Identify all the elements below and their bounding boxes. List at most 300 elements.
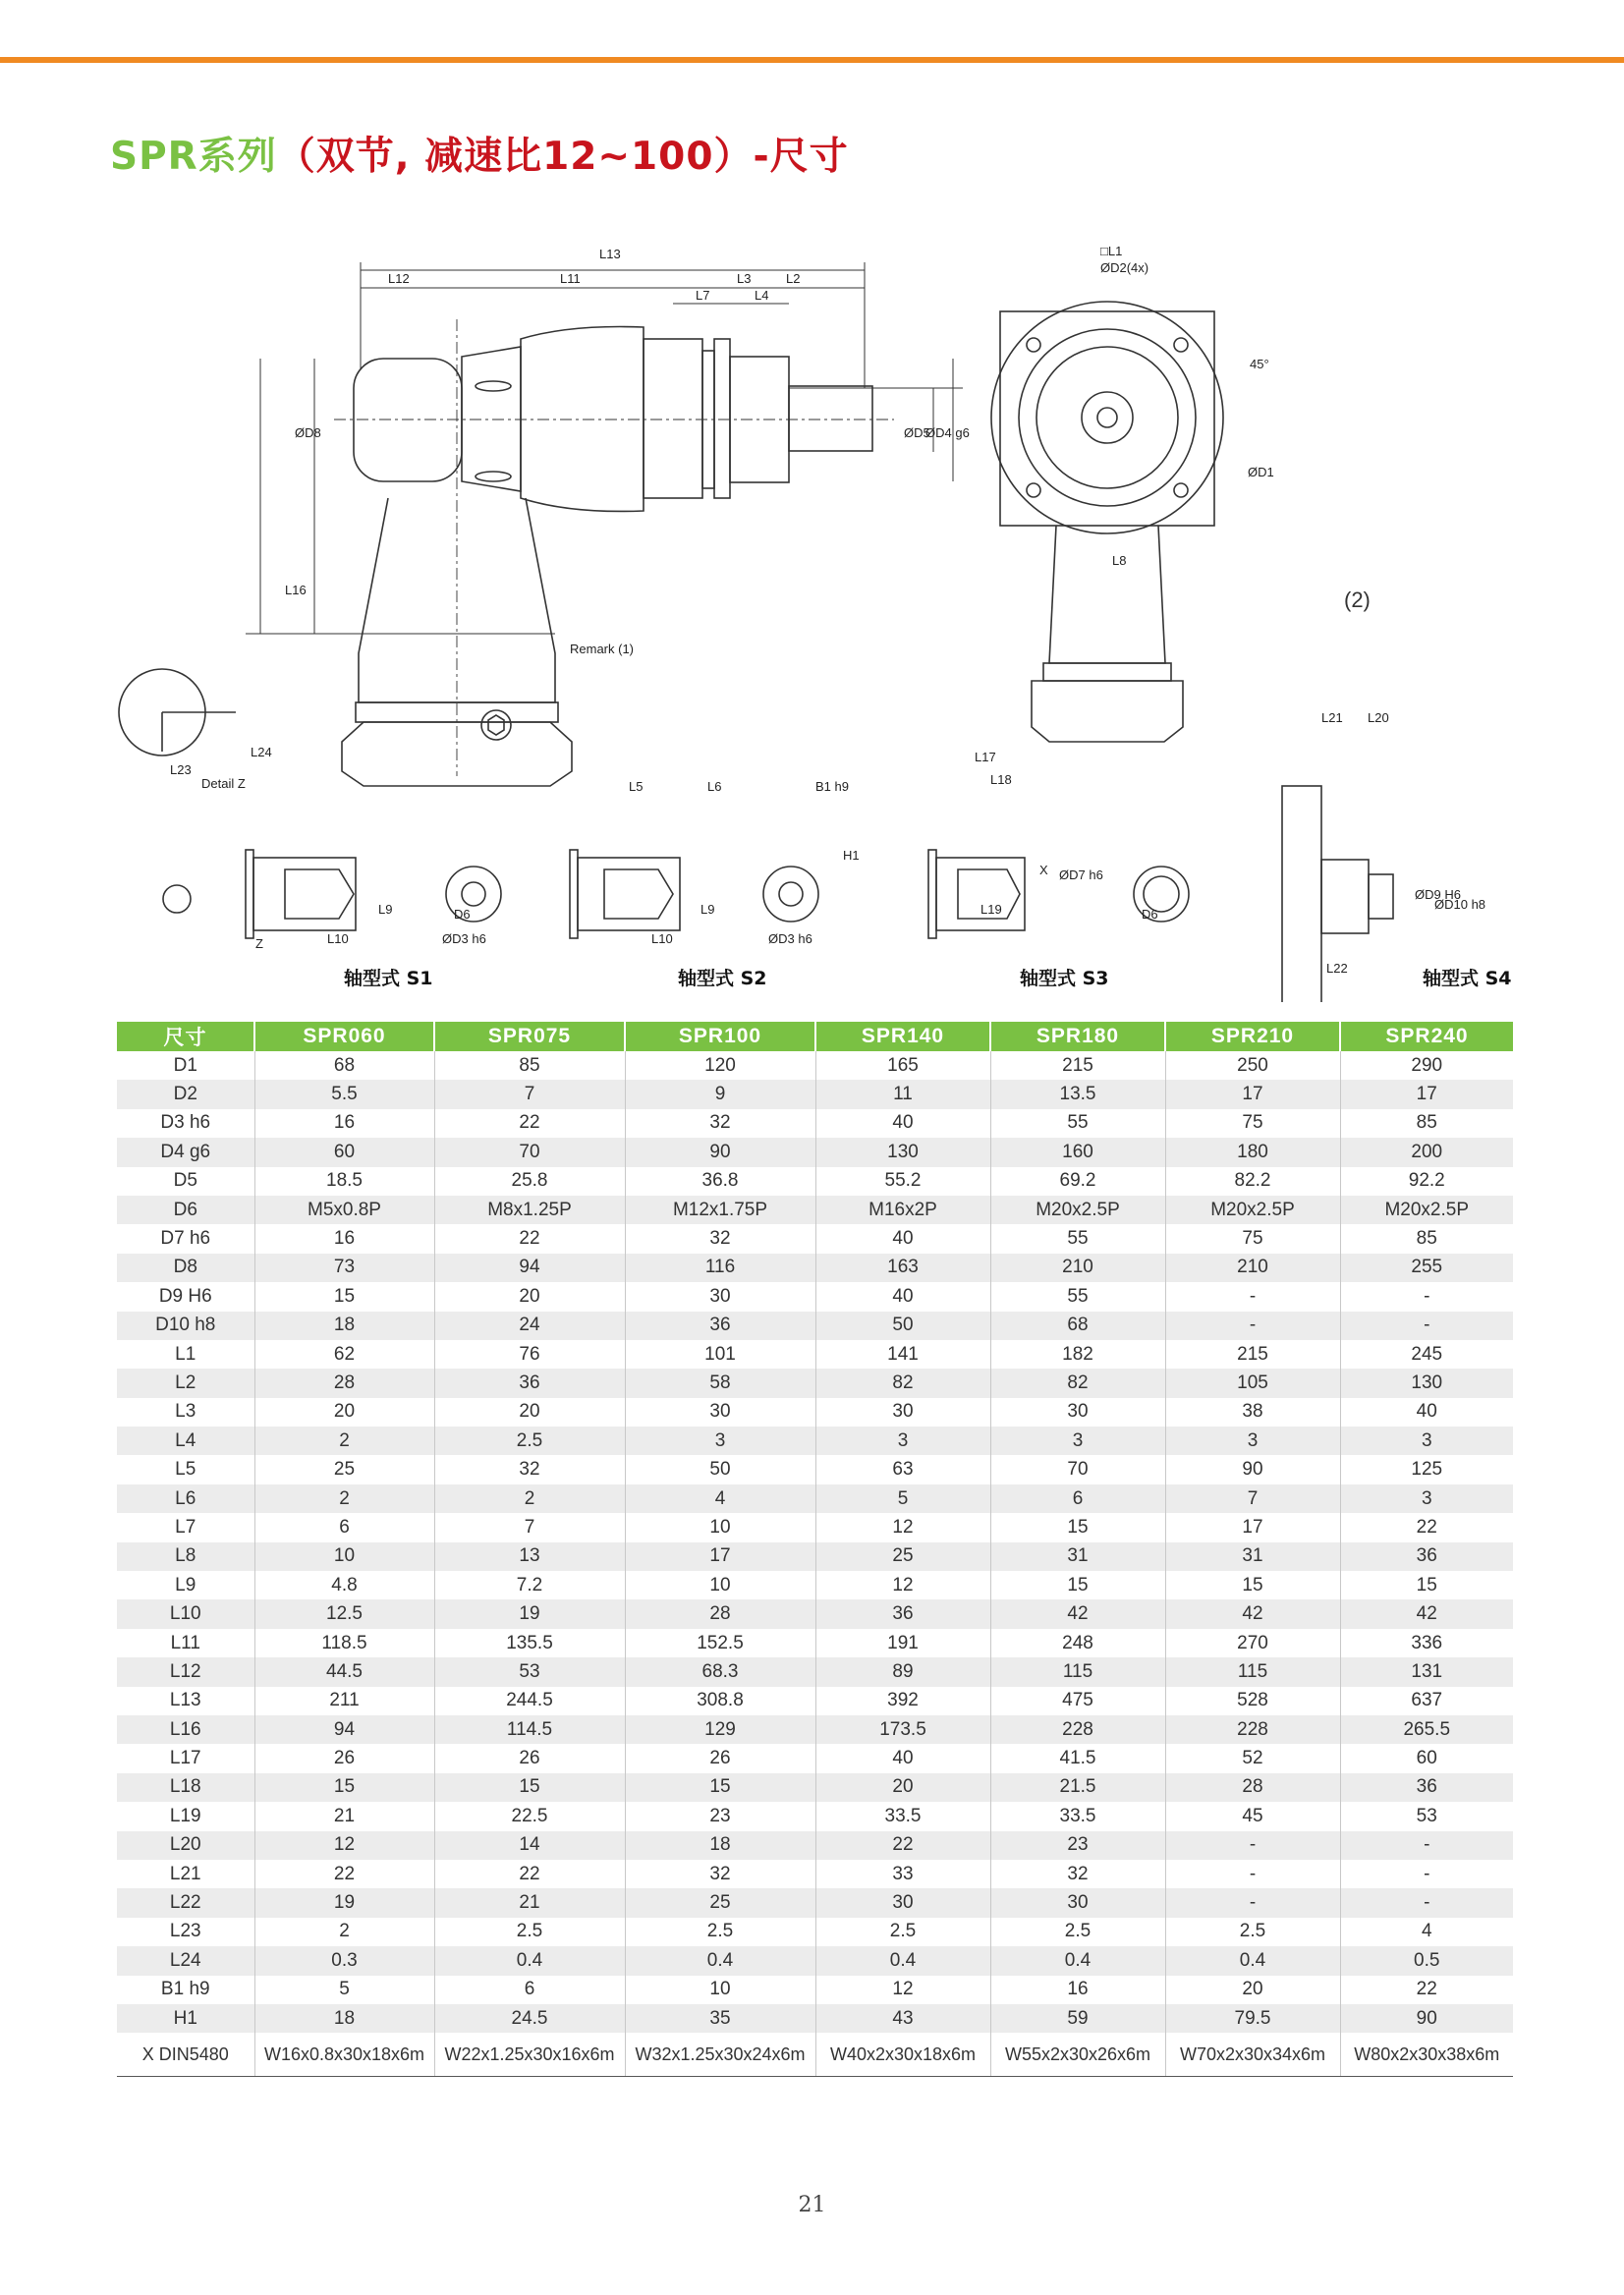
table-cell: 15 xyxy=(990,1513,1165,1541)
table-header-row xyxy=(117,1022,1513,1051)
table-cell: 308.8 xyxy=(625,1687,815,1715)
page-title xyxy=(110,126,849,181)
table-header-cell: SPR210 xyxy=(1165,1022,1340,1051)
table-cell: 15 xyxy=(625,1773,815,1802)
table-cell: 16 xyxy=(990,1976,1165,2004)
table-cell: 30 xyxy=(990,1888,1165,1917)
table-cell: M16x2P xyxy=(815,1196,990,1224)
table-cell: 21 xyxy=(254,1802,434,1830)
table-row xyxy=(117,1196,1513,1224)
svg-text:L6: L6 xyxy=(707,779,722,794)
table-cell: 24 xyxy=(434,1312,625,1340)
table-cell: 23 xyxy=(990,1831,1165,1860)
table-cell: 55.2 xyxy=(815,1167,990,1196)
title-suffix: -尺寸 xyxy=(753,135,849,179)
svg-text:L18: L18 xyxy=(990,772,1012,787)
table-cell: 42 xyxy=(1340,1599,1513,1628)
table-cell: 25 xyxy=(254,1455,434,1483)
table-cell: 33.5 xyxy=(815,1802,990,1830)
table-row xyxy=(117,2004,1513,2033)
table-cell: - xyxy=(1165,1860,1340,1888)
table-cell: 18 xyxy=(254,1312,434,1340)
table-cell: 265.5 xyxy=(1340,1715,1513,1744)
table-row-label: H1 xyxy=(117,2004,254,2033)
table-cell: 36.8 xyxy=(625,1167,815,1196)
table-cell: 4 xyxy=(1340,1918,1513,1946)
table-cell: 2.5 xyxy=(815,1918,990,1946)
svg-text:L24: L24 xyxy=(251,745,272,759)
table-cell: 105 xyxy=(1165,1369,1340,1397)
table-cell: 2 xyxy=(254,1427,434,1455)
svg-text:□L1: □L1 xyxy=(1100,244,1123,258)
table-cell: 33 xyxy=(815,1860,990,1888)
table-cell: 3 xyxy=(625,1427,815,1455)
table-row xyxy=(117,1254,1513,1282)
table-cell: 13.5 xyxy=(990,1080,1165,1108)
table-cell: - xyxy=(1165,1888,1340,1917)
table-cell: 2.5 xyxy=(434,1427,625,1455)
table-header-cell: SPR180 xyxy=(990,1022,1165,1051)
table-cell: 336 xyxy=(1340,1629,1513,1657)
svg-text:ØD10 h8: ØD10 h8 xyxy=(1434,897,1486,912)
table-cell: 53 xyxy=(1340,1802,1513,1830)
table-cell: 0.5 xyxy=(1340,1946,1513,1975)
table-row-label: L19 xyxy=(117,1802,254,1830)
table-cell: 10 xyxy=(254,1542,434,1571)
table-cell: 5 xyxy=(254,1976,434,2004)
table-cell: 7 xyxy=(434,1080,625,1108)
table-cell: M8x1.25P xyxy=(434,1196,625,1224)
table-cell: 73 xyxy=(254,1254,434,1282)
table-row xyxy=(117,1398,1513,1427)
table-header-cell: SPR240 xyxy=(1340,1022,1513,1051)
table-row xyxy=(117,1484,1513,1513)
svg-text:L5: L5 xyxy=(629,779,644,794)
table-cell: 290 xyxy=(1340,1051,1513,1080)
shaft-s1-drawing xyxy=(163,850,501,938)
table-cell: 15 xyxy=(990,1571,1165,1599)
table-cell: 16 xyxy=(254,1224,434,1253)
table-row xyxy=(117,1888,1513,1917)
svg-text:L12: L12 xyxy=(388,271,410,286)
table-cell: 85 xyxy=(434,1051,625,1080)
table-cell: M20x2.5P xyxy=(990,1196,1165,1224)
svg-text:L16: L16 xyxy=(285,583,307,597)
table-cell: 14 xyxy=(434,1831,625,1860)
table-header-cell: 尺寸 xyxy=(117,1022,254,1051)
table-row xyxy=(117,1802,1513,1830)
table-cell: 18.5 xyxy=(254,1167,434,1196)
table-cell: 50 xyxy=(625,1455,815,1483)
table-cell: 45 xyxy=(1165,1802,1340,1830)
table-cell: 182 xyxy=(990,1340,1165,1369)
table-cell: 2.5 xyxy=(1165,1918,1340,1946)
table-cell: 160 xyxy=(990,1138,1165,1166)
table-cell: 22 xyxy=(815,1831,990,1860)
svg-text:ØD7 h6: ØD7 h6 xyxy=(1059,868,1103,882)
table-cell: 75 xyxy=(1165,1224,1340,1253)
table-cell: 210 xyxy=(1165,1254,1340,1282)
table-cell: 6 xyxy=(254,1513,434,1541)
table-row-label: D7 h6 xyxy=(117,1224,254,1253)
table-cell: 118.5 xyxy=(254,1629,434,1657)
table-cell: 13 xyxy=(434,1542,625,1571)
table-cell: 215 xyxy=(990,1051,1165,1080)
table-cell: 17 xyxy=(1165,1080,1340,1108)
table-cell: 4 xyxy=(625,1484,815,1513)
table-cell: 0.4 xyxy=(625,1946,815,1975)
table-row-label: L23 xyxy=(117,1918,254,1946)
table-cell: 50 xyxy=(815,1312,990,1340)
table-cell: M20x2.5P xyxy=(1340,1196,1513,1224)
table-row-label: D8 xyxy=(117,1254,254,1282)
technical-drawing xyxy=(108,241,1523,1002)
table-cell: 129 xyxy=(625,1715,815,1744)
table-header-cell: SPR075 xyxy=(434,1022,625,1051)
table-cell: 79.5 xyxy=(1165,2004,1340,2033)
table-cell: 0.4 xyxy=(1165,1946,1340,1975)
table-cell: 115 xyxy=(1165,1657,1340,1686)
svg-text:Remark (1): Remark (1) xyxy=(570,642,635,656)
table-cell: 2.5 xyxy=(434,1918,625,1946)
table-cell: - xyxy=(1165,1282,1340,1311)
table-cell: 32 xyxy=(434,1455,625,1483)
table-cell: 2 xyxy=(434,1484,625,1513)
svg-text:ØD5: ØD5 xyxy=(904,425,930,440)
table-row xyxy=(117,1946,1513,1975)
svg-text:ØD4 g6: ØD4 g6 xyxy=(925,425,970,440)
table-cell: 3 xyxy=(990,1427,1165,1455)
table-row xyxy=(117,1860,1513,1888)
table-row-label: L5 xyxy=(117,1455,254,1483)
svg-text:L8: L8 xyxy=(1112,553,1127,568)
svg-text:H1: H1 xyxy=(843,848,860,863)
table-cell: 0.3 xyxy=(254,1946,434,1975)
table-cell: 12 xyxy=(254,1831,434,1860)
table-row-label: X DIN5480 xyxy=(117,2033,254,2077)
table-cell: 94 xyxy=(254,1715,434,1744)
table-row xyxy=(117,1224,1513,1253)
table-cell: 40 xyxy=(815,1744,990,1772)
svg-text:ØD2(4x): ØD2(4x) xyxy=(1100,260,1149,275)
table-cell: 7.2 xyxy=(434,1571,625,1599)
table-cell: 26 xyxy=(625,1744,815,1772)
table-cell: 6 xyxy=(434,1976,625,2004)
table-row xyxy=(117,1744,1513,1772)
table-cell: 17 xyxy=(1340,1080,1513,1108)
table-cell: 245 xyxy=(1340,1340,1513,1369)
svg-text:L20: L20 xyxy=(1368,710,1389,725)
table-cell: 115 xyxy=(990,1657,1165,1686)
table-cell: 36 xyxy=(1340,1773,1513,1802)
table-row-label: D1 xyxy=(117,1051,254,1080)
table-row-label: L1 xyxy=(117,1340,254,1369)
table-row xyxy=(117,1455,1513,1483)
dimension-table xyxy=(117,1022,1513,2077)
table-cell: 191 xyxy=(815,1629,990,1657)
table-cell: 215 xyxy=(1165,1340,1340,1369)
table-row-label: L8 xyxy=(117,1542,254,1571)
table-cell: 31 xyxy=(990,1542,1165,1571)
svg-text:D6: D6 xyxy=(1142,907,1158,922)
table-cell: 180 xyxy=(1165,1138,1340,1166)
svg-text:L19: L19 xyxy=(980,902,1002,917)
table-row xyxy=(117,1369,1513,1397)
table-row xyxy=(117,1340,1513,1369)
table-cell: 12 xyxy=(815,1513,990,1541)
table-cell: 19 xyxy=(434,1599,625,1628)
table-row xyxy=(117,1918,1513,1946)
gearbox-side-view xyxy=(342,327,872,787)
table-row-label: L3 xyxy=(117,1398,254,1427)
table-cell: 15 xyxy=(254,1773,434,1802)
table-cell: 152.5 xyxy=(625,1629,815,1657)
table-cell: 32 xyxy=(625,1109,815,1138)
table-row xyxy=(117,1427,1513,1455)
table-cell: W40x2x30x18x6m xyxy=(815,2033,990,2077)
svg-text:L17: L17 xyxy=(975,750,996,764)
table-row-label: B1 h9 xyxy=(117,1976,254,2004)
table-row-label: L24 xyxy=(117,1946,254,1975)
svg-text:L9: L9 xyxy=(378,902,393,917)
table-row xyxy=(117,1657,1513,1686)
table-cell: 44.5 xyxy=(254,1657,434,1686)
caption-s4: 轴型式 S4 xyxy=(1423,968,1512,989)
table-cell: - xyxy=(1340,1888,1513,1917)
table-cell: 36 xyxy=(625,1312,815,1340)
table-cell: 22 xyxy=(254,1860,434,1888)
table-cell: 20 xyxy=(254,1398,434,1427)
table-cell: 53 xyxy=(434,1657,625,1686)
table-cell: 7 xyxy=(434,1513,625,1541)
table-cell: 165 xyxy=(815,1051,990,1080)
table-cell: W32x1.25x30x24x6m xyxy=(625,2033,815,2077)
table-cell: 228 xyxy=(990,1715,1165,1744)
table-row xyxy=(117,1109,1513,1138)
table-cell: 21 xyxy=(434,1888,625,1917)
table-row xyxy=(117,1773,1513,1802)
table-cell: 15 xyxy=(434,1773,625,1802)
table-cell: 30 xyxy=(815,1398,990,1427)
svg-text:L4: L4 xyxy=(755,288,769,303)
table-cell: 9 xyxy=(625,1080,815,1108)
table-cell: - xyxy=(1340,1282,1513,1311)
table-cell: 52 xyxy=(1165,1744,1340,1772)
table-cell: 59 xyxy=(990,2004,1165,2033)
table-cell: 250 xyxy=(1165,1051,1340,1080)
table-cell: 28 xyxy=(254,1369,434,1397)
svg-text:X: X xyxy=(1039,863,1048,877)
table-cell: 392 xyxy=(815,1687,990,1715)
table-cell: 40 xyxy=(1340,1398,1513,1427)
title-subtitle: （双节, 减速比12~100） xyxy=(276,135,754,179)
table-cell: 20 xyxy=(434,1398,625,1427)
table-cell: 68 xyxy=(254,1051,434,1080)
table-cell: 15 xyxy=(1165,1571,1340,1599)
svg-text:L7: L7 xyxy=(696,288,710,303)
table-cell: 33.5 xyxy=(990,1802,1165,1830)
table-row-label: L17 xyxy=(117,1744,254,1772)
table-cell: 40 xyxy=(815,1224,990,1253)
table-cell: 0.4 xyxy=(990,1946,1165,1975)
svg-text:L2: L2 xyxy=(786,271,801,286)
table-cell: 11 xyxy=(815,1080,990,1108)
table-cell: 25.8 xyxy=(434,1167,625,1196)
svg-text:45°: 45° xyxy=(1250,357,1269,371)
table-cell: 15 xyxy=(254,1282,434,1311)
table-cell: 30 xyxy=(625,1282,815,1311)
table-header-cell: SPR060 xyxy=(254,1022,434,1051)
table-cell: 25 xyxy=(815,1542,990,1571)
table-cell: 55 xyxy=(990,1224,1165,1253)
table-cell: 22 xyxy=(434,1109,625,1138)
table-cell: 62 xyxy=(254,1340,434,1369)
table-cell: 40 xyxy=(815,1282,990,1311)
table-cell: 30 xyxy=(990,1398,1165,1427)
table-cell: 17 xyxy=(625,1542,815,1571)
table-cell: 82 xyxy=(990,1369,1165,1397)
table-cell: 3 xyxy=(815,1427,990,1455)
table-cell: 228 xyxy=(1165,1715,1340,1744)
table-cell: 94 xyxy=(434,1254,625,1282)
svg-text:L10: L10 xyxy=(327,931,349,946)
table-cell: M20x2.5P xyxy=(1165,1196,1340,1224)
table-cell: 3 xyxy=(1165,1427,1340,1455)
table-cell: 2 xyxy=(254,1918,434,1946)
table-cell: 90 xyxy=(1340,2004,1513,2033)
table-cell: 22 xyxy=(434,1860,625,1888)
table-cell: M5x0.8P xyxy=(254,1196,434,1224)
caption-s2: 轴型式 S2 xyxy=(678,968,767,989)
table-cell: 28 xyxy=(1165,1773,1340,1802)
table-cell: 36 xyxy=(1340,1542,1513,1571)
page-number: 21 xyxy=(798,2193,826,2217)
caption-s3: 轴型式 S3 xyxy=(1020,968,1109,989)
table-cell: 22 xyxy=(1340,1513,1513,1541)
table-row-label: L2 xyxy=(117,1369,254,1397)
table-cell: 22.5 xyxy=(434,1802,625,1830)
table-row-label: L9 xyxy=(117,1571,254,1599)
table-row-label: D3 h6 xyxy=(117,1109,254,1138)
svg-text:L10: L10 xyxy=(651,931,673,946)
table-cell: 19 xyxy=(254,1888,434,1917)
table-cell: 116 xyxy=(625,1254,815,1282)
table-cell: 10 xyxy=(625,1976,815,2004)
table-cell: 82 xyxy=(815,1369,990,1397)
table-cell: 22 xyxy=(1340,1976,1513,2004)
table-cell: 40 xyxy=(815,1109,990,1138)
table-row-label: D4 g6 xyxy=(117,1138,254,1166)
table-row-label: L16 xyxy=(117,1715,254,1744)
table-cell: 16 xyxy=(254,1109,434,1138)
table-cell: 163 xyxy=(815,1254,990,1282)
table-cell: 18 xyxy=(625,1831,815,1860)
table-row-label: L7 xyxy=(117,1513,254,1541)
table-row xyxy=(117,1167,1513,1196)
table-cell: 30 xyxy=(815,1888,990,1917)
table-cell: 3 xyxy=(1340,1484,1513,1513)
detail-z xyxy=(119,669,236,756)
table-cell: 3 xyxy=(1340,1427,1513,1455)
table-cell: 55 xyxy=(990,1109,1165,1138)
caption-s1: 轴型式 S1 xyxy=(344,968,433,989)
table-row xyxy=(117,1629,1513,1657)
table-cell: 210 xyxy=(990,1254,1165,1282)
table-cell: 12 xyxy=(815,1571,990,1599)
table-row-label: D2 xyxy=(117,1080,254,1108)
table-cell: 637 xyxy=(1340,1687,1513,1715)
table-cell: 114.5 xyxy=(434,1715,625,1744)
table-cell: 2.5 xyxy=(990,1918,1165,1946)
table-row-label: L22 xyxy=(117,1888,254,1917)
table-row xyxy=(117,1715,1513,1744)
table-cell: 5.5 xyxy=(254,1080,434,1108)
table-cell: 0.4 xyxy=(815,1946,990,1975)
table-cell: 18 xyxy=(254,2004,434,2033)
table-row xyxy=(117,1282,1513,1311)
table-row xyxy=(117,1138,1513,1166)
table-cell: 21.5 xyxy=(990,1773,1165,1802)
table-cell: 25 xyxy=(625,1888,815,1917)
shaft-s3-drawing xyxy=(928,850,1189,938)
table-cell: 248 xyxy=(990,1629,1165,1657)
svg-text:B1 h9: B1 h9 xyxy=(815,779,849,794)
table-cell: 92.2 xyxy=(1340,1167,1513,1196)
table-cell: - xyxy=(1165,1831,1340,1860)
table-cell: 90 xyxy=(1165,1455,1340,1483)
table-row-label: L10 xyxy=(117,1599,254,1628)
table-row-label: L18 xyxy=(117,1773,254,1802)
table-cell: 7 xyxy=(1165,1484,1340,1513)
table-cell: 69.2 xyxy=(990,1167,1165,1196)
table-row-label: D6 xyxy=(117,1196,254,1224)
table-cell: 528 xyxy=(1165,1687,1340,1715)
svg-text:ØD9 H6: ØD9 H6 xyxy=(1415,887,1461,902)
table-cell: 244.5 xyxy=(434,1687,625,1715)
table-cell: W16x0.8x30x18x6m xyxy=(254,2033,434,2077)
table-cell: 75 xyxy=(1165,1109,1340,1138)
table-row-label: L11 xyxy=(117,1629,254,1657)
table-cell: 130 xyxy=(815,1138,990,1166)
table-row xyxy=(117,1976,1513,2004)
table-row-label: L20 xyxy=(117,1831,254,1860)
table-cell: 60 xyxy=(254,1138,434,1166)
table-cell: 30 xyxy=(625,1398,815,1427)
table-row-label: D5 xyxy=(117,1167,254,1196)
svg-text:L11: L11 xyxy=(560,271,581,286)
drawing-svg xyxy=(108,241,1523,1002)
svg-text:L13: L13 xyxy=(599,247,621,261)
table-cell: 130 xyxy=(1340,1369,1513,1397)
table-cell: W55x2x30x26x6m xyxy=(990,2033,1165,2077)
table-cell: 15 xyxy=(1340,1571,1513,1599)
table-row-label: L21 xyxy=(117,1860,254,1888)
table-cell: 255 xyxy=(1340,1254,1513,1282)
table-cell: 63 xyxy=(815,1455,990,1483)
table-cell: 120 xyxy=(625,1051,815,1080)
table-cell: 2 xyxy=(254,1484,434,1513)
table-cell: 76 xyxy=(434,1340,625,1369)
table-row-label: L13 xyxy=(117,1687,254,1715)
table-cell: 0.4 xyxy=(434,1946,625,1975)
table-cell: 200 xyxy=(1340,1138,1513,1166)
table-cell: 85 xyxy=(1340,1109,1513,1138)
table-row xyxy=(117,2033,1513,2077)
svg-text:ØD8: ØD8 xyxy=(295,425,321,440)
table-header-cell: SPR100 xyxy=(625,1022,815,1051)
table-cell: W70x2x30x34x6m xyxy=(1165,2033,1340,2077)
table-row-label: L12 xyxy=(117,1657,254,1686)
